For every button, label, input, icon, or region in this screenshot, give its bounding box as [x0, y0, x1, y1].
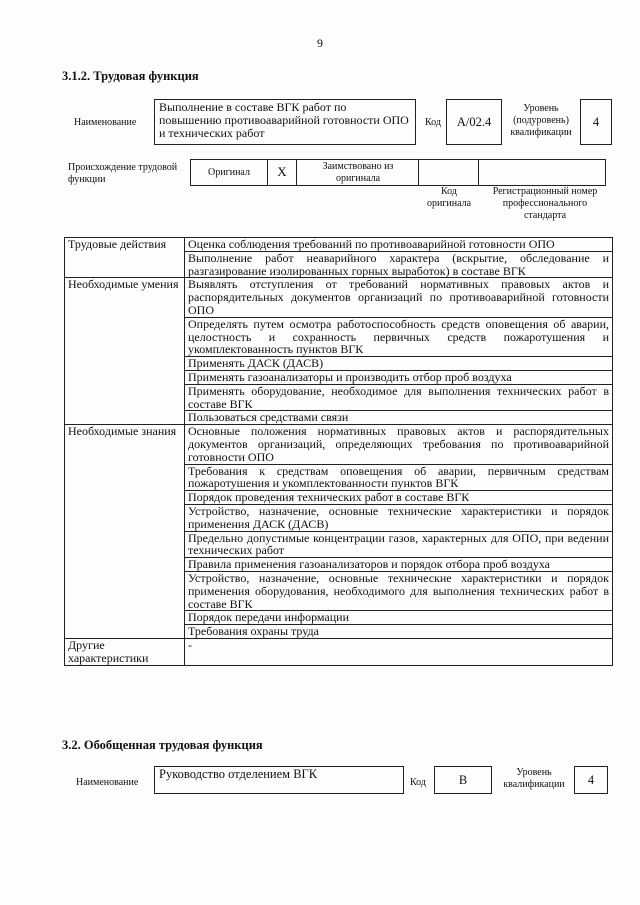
- item-cell: Пользоваться средствами связи: [185, 411, 613, 425]
- table-row: [65, 558, 613, 572]
- table-row: [65, 611, 613, 625]
- origin-divider: [418, 159, 419, 186]
- section2-code-label: Код: [410, 777, 426, 788]
- section-title: 3.1.2. Трудовая функция: [62, 69, 199, 83]
- group-label-cell: [65, 638, 185, 665]
- table-row: [65, 638, 613, 665]
- item-cell: Применять газоанализаторы и производить отбор проб воздуха: [185, 370, 613, 384]
- origin-divider: [296, 159, 297, 186]
- group-label-cell: [65, 317, 185, 356]
- group-label-cell: [65, 425, 185, 464]
- table-row: [65, 411, 613, 425]
- level-box: 4: [580, 99, 612, 145]
- page-number: 9: [317, 36, 323, 50]
- table-row: [65, 278, 613, 317]
- section2-level-label: Уровень квалификации: [503, 767, 565, 790]
- group-label-cell: [65, 251, 185, 278]
- level-label: Уровень (подуровень) квалификации: [510, 103, 572, 138]
- table-row: [65, 625, 613, 639]
- group-label-cell: [65, 278, 185, 317]
- item-cell: Порядок передачи информации: [185, 611, 613, 625]
- table-row: [65, 251, 613, 278]
- section2-title: 3.2. Обобщенная трудовая функция: [62, 738, 263, 752]
- code-box: А/02.4: [446, 99, 502, 145]
- section2-name-label: Наименование: [76, 777, 139, 788]
- group-label-cell: [65, 504, 185, 531]
- item-cell: Устройство, назначение, основные технические характеристики и порядок применения оборудования, необходимого для выполнения технических работ в составе ВГК: [185, 571, 613, 610]
- table-row: [65, 384, 613, 411]
- item-cell: Правила применения газоанализаторов и порядок отбора проб воздуха: [185, 558, 613, 572]
- origin-label: Происхождение трудовой функции: [68, 162, 178, 185]
- group-label-cell: [65, 571, 185, 610]
- group-label-cell: [65, 370, 185, 384]
- function-table: [64, 237, 613, 666]
- group-label-cell: [65, 531, 185, 558]
- original-mark: X: [277, 164, 287, 179]
- table-row: [65, 238, 613, 252]
- reg-number-label: Регистрационный номер профессионального стандарта: [492, 186, 598, 221]
- group-label-cell: [65, 625, 185, 639]
- group-label: Необходимые знания: [68, 424, 177, 439]
- item-cell: Порядок проведения технических работ в составе ВГК: [185, 491, 613, 505]
- section2-level-box: 4: [574, 766, 608, 794]
- table-row: [65, 370, 613, 384]
- table-row: [65, 464, 613, 491]
- group-label-cell: [65, 384, 185, 411]
- table-row: [65, 491, 613, 505]
- group-label-cell: [65, 357, 185, 371]
- section2-name-box: Руководство отделением ВГК: [154, 766, 404, 794]
- table-row: [65, 317, 613, 356]
- table-row: [65, 531, 613, 558]
- group-label-cell: [65, 411, 185, 425]
- group-label-cell: [65, 238, 185, 252]
- function-name-box: Выполнение в составе ВГК работ по повышению противоаварийной готовности ОПО и технических работ: [154, 99, 416, 145]
- name-label: Наименование: [74, 117, 137, 128]
- group-label-cell: [65, 491, 185, 505]
- item-cell: Основные положения нормативных правовых актов и распорядительных документов организаций, определяющих требования по противоаварийной готовности ОПО: [185, 425, 613, 464]
- item-cell: Устройство, назначение, основные технические характеристики и порядок применения ДАСК (ДАСВ): [185, 504, 613, 531]
- item-cell: Оценка соблюдения требований по противоаварийной готовности ОПО: [185, 238, 613, 252]
- item-cell: Требования к средствам оповещения об аварии, первичным средствам пожаротушения и укомплектованности пунктов ВГК: [185, 464, 613, 491]
- borrowed-label: Заимствовано из оригинала: [322, 161, 394, 184]
- item-cell: Требования охраны труда: [185, 625, 613, 639]
- original-label: Оригинал: [208, 167, 250, 178]
- section2-code-box: В: [434, 766, 492, 794]
- origin-code-label: Код оригинала: [426, 186, 472, 209]
- group-label: Другие характеристики: [68, 637, 149, 665]
- group-label-cell: [65, 464, 185, 491]
- table-row: [65, 571, 613, 610]
- group-label: Необходимые умения: [68, 277, 179, 292]
- table-row: [65, 357, 613, 371]
- origin-divider: [478, 159, 479, 186]
- table-row: [65, 425, 613, 464]
- group-label: Трудовые действия: [68, 237, 167, 251]
- item-cell: Применять оборудование, необходимое для выполнения технических работ в составе ВГК: [185, 384, 613, 411]
- item-cell: Определять путем осмотра работоспособность средств оповещения об аварии, целостность и сохранность первичных средств пожаротушения и укомплектованность пунктов ВГК: [185, 317, 613, 356]
- group-label-cell: [65, 611, 185, 625]
- table-row: [65, 504, 613, 531]
- item-cell: Применять ДАСК (ДАСВ): [185, 357, 613, 371]
- item-cell: Выполнение работ неаварийного характера (вскрытие, обследование и разгазирование изолированных горных выработок) в составе ВГК: [185, 251, 613, 278]
- code-label: Код: [425, 117, 441, 128]
- group-label-cell: [65, 558, 185, 572]
- item-cell: -: [185, 638, 613, 665]
- item-cell: Выявлять отступления от требований нормативных правовых актов и распорядительных документов организаций по противоаварийной готовности ОПО: [185, 278, 613, 317]
- item-cell: Предельно допустимые концентрации газов, характерных для ОПО, при ведении технических работ: [185, 531, 613, 558]
